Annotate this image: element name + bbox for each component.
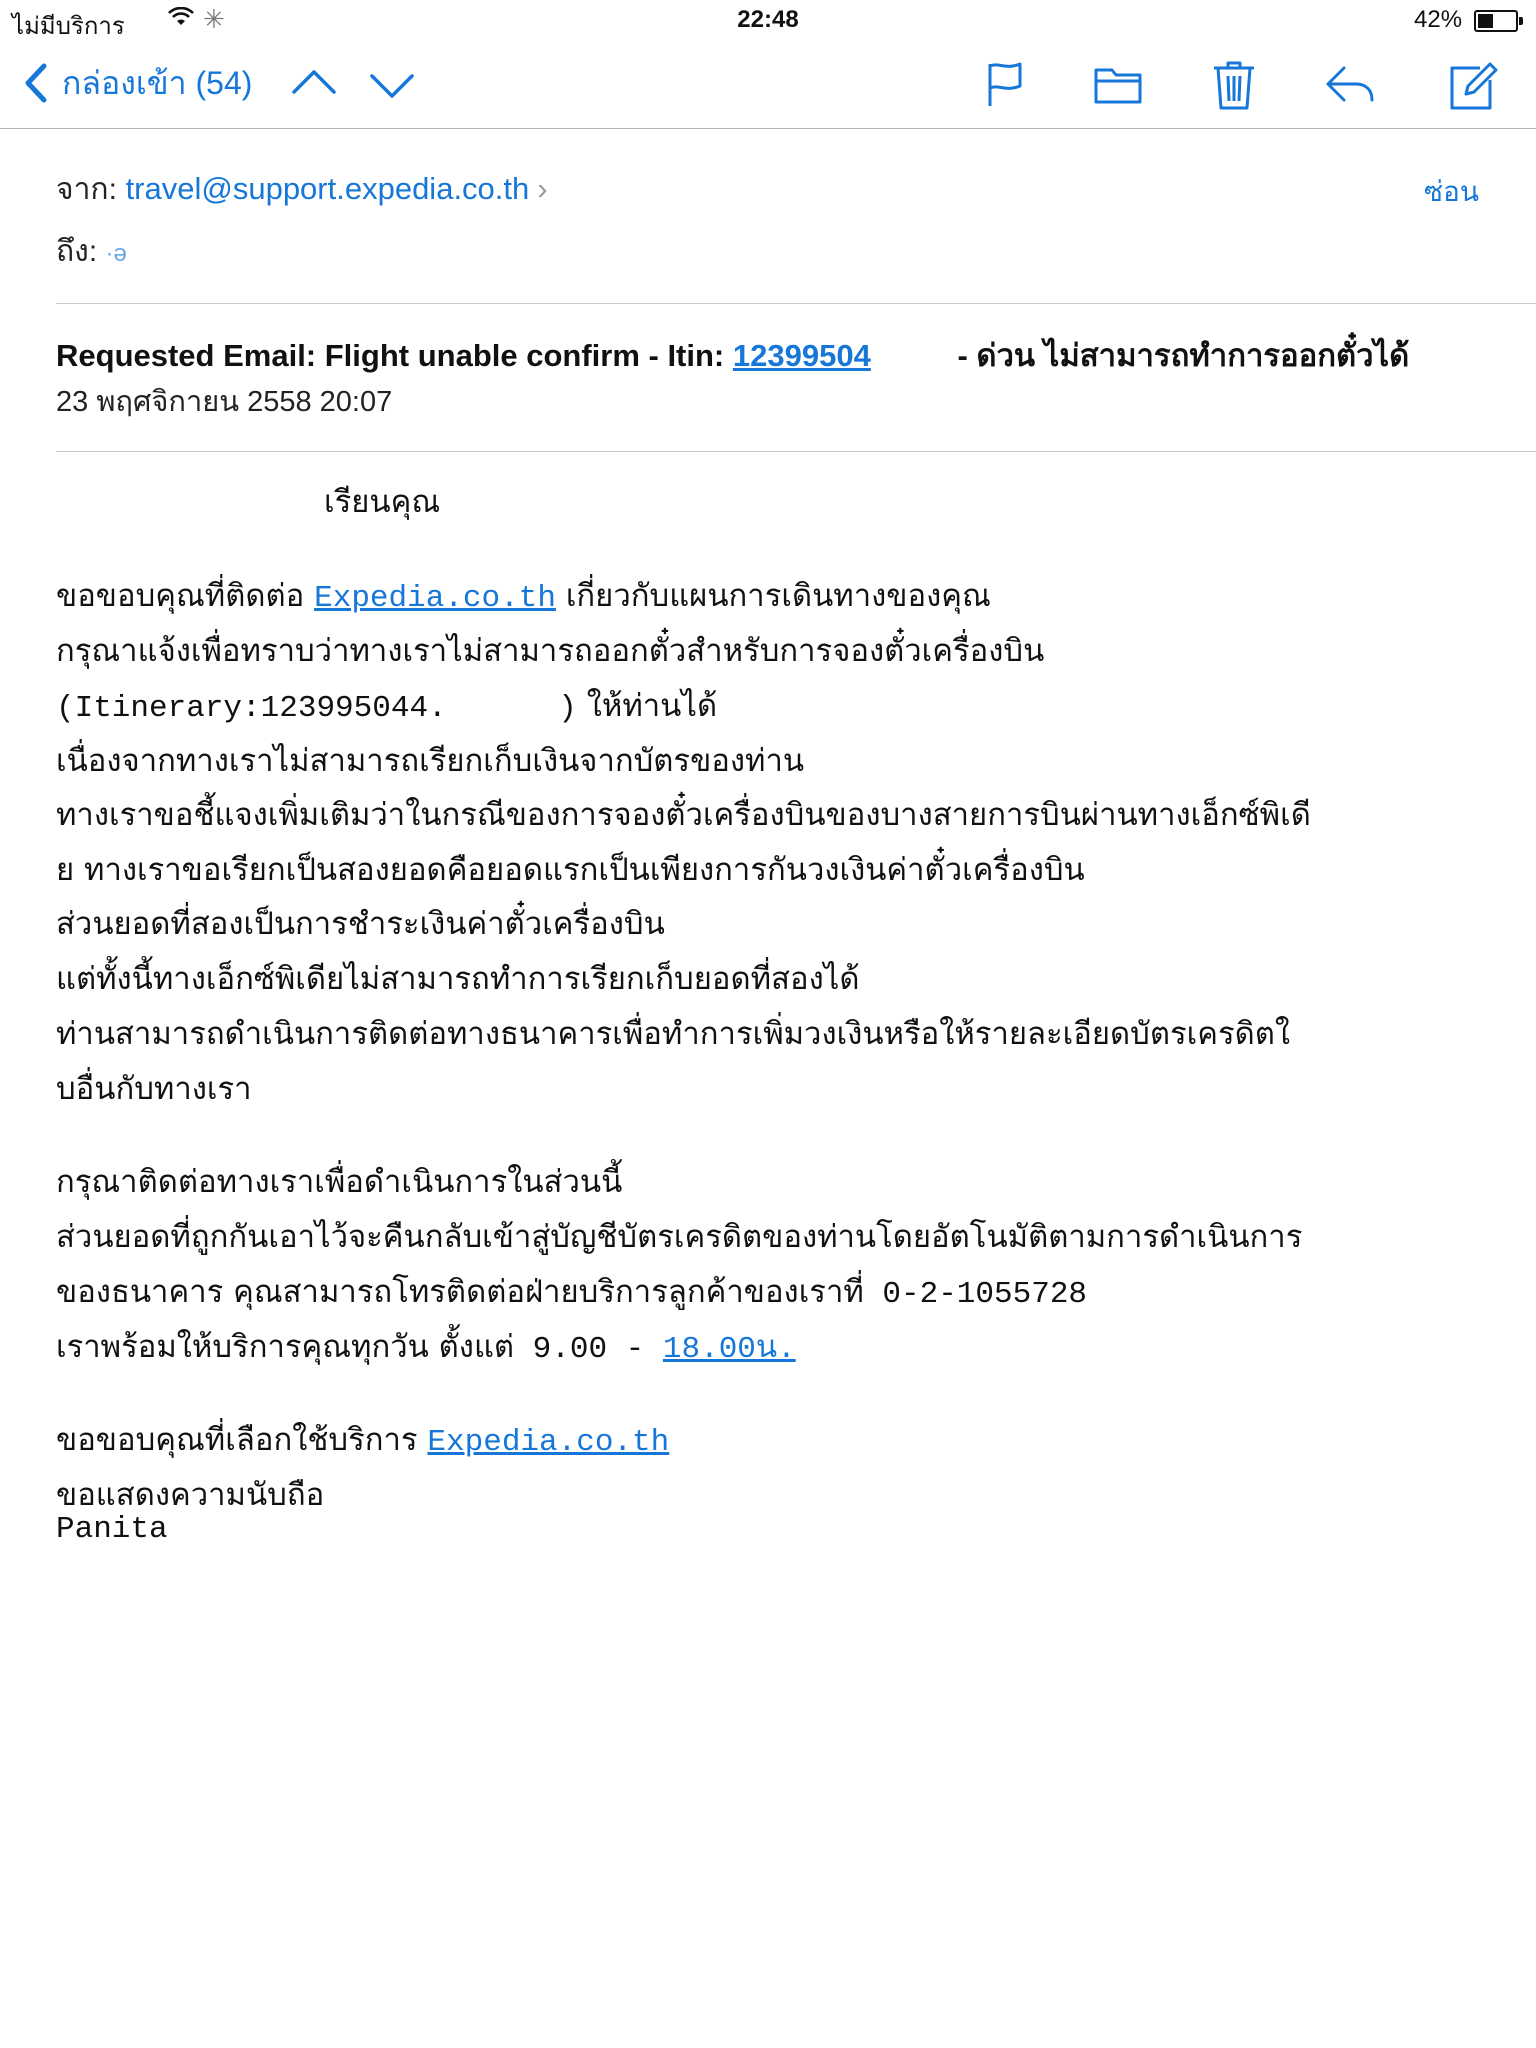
body-line: ทางเราขอชี้แจงเพิ่มเติมว่าในกรณีของการจองตั๋วเครื่องบินของบางสายการบินผ่านทางเอ็กซ์พิเดี [56, 797, 1311, 833]
compose-icon[interactable] [1442, 54, 1502, 114]
carrier-status: ไม่มีบริการ [12, 13, 125, 40]
subject-suffix: - ด่วน ไม่สามารถทำการออกตั๋วได้ [957, 338, 1410, 373]
chevron-left-icon [22, 60, 50, 106]
divider [56, 303, 1536, 304]
reply-icon[interactable] [1320, 54, 1380, 114]
battery-percentage: 42% [1414, 6, 1463, 33]
chevron-up-icon[interactable] [284, 54, 344, 114]
body-line: ของธนาคาร คุณสามารถโทรติดต่อฝ่ายบริการลูกค้าของเราที่ 0-2-1055728 [56, 1274, 1088, 1312]
phone-number[interactable]: 0-2-1055728 [863, 1277, 1088, 1312]
body-line: เราพร้อมให้บริการคุณทุกวัน ตั้งแต่ 9.00 - 18.00น. [56, 1329, 796, 1367]
greeting: เรียนคุณ [324, 484, 441, 520]
to-address[interactable]: ·ə [105, 240, 127, 267]
hide-details-button[interactable]: ซ่อน [1424, 176, 1479, 207]
body-line: กรุณาติดต่อทางเราเพื่อดำเนินการในส่วนนี้ [56, 1164, 623, 1200]
body-line: ขอขอบคุณที่ติดต่อ Expedia.co.th เกี่ยวกับแผนการเดินทางของคุณ [56, 578, 991, 616]
battery-fill [1478, 14, 1493, 28]
from-row [56, 166, 548, 213]
email-date: 23 พฤศจิกายน 2558 20:07 [56, 386, 393, 418]
activity-spinner-icon: ✳ [203, 4, 225, 34]
chevron-right-icon: › [537, 171, 548, 206]
body-line: แต่ทั้งนี้ทางเอ็กซ์พิเดียไม่สามารถทำการเรียกเก็บยอดที่สองได้ [56, 961, 860, 997]
body-line: เนื่องจากทางเราไม่สามารถเรียกเก็บเงินจากบัตรของท่าน [56, 743, 805, 779]
to-row [56, 228, 127, 275]
body-line: บอื่นกับทางเรา [56, 1071, 252, 1107]
battery-icon [1474, 10, 1518, 32]
back-label: กล่องเข้า (54) [62, 64, 253, 101]
body-line: ย ทางเราขอเรียกเป็นสองยอดคือยอดแรกเป็นเพียงการกันวงเงินค่าตั๋วเครื่องบิน [56, 852, 1085, 888]
divider [56, 451, 1536, 452]
trash-icon[interactable] [1204, 54, 1264, 114]
email-subject [56, 330, 1496, 380]
body-line: ส่วนยอดที่ถูกกันเอาไว้จะคืนกลับเข้าสู่บัญชีบัตรเครดิตของท่านโดยอัตโนมัติตามการดำเนินการ [56, 1219, 1303, 1255]
expedia-link[interactable]: Expedia.co.th [314, 581, 556, 616]
back-to-inbox-button[interactable] [22, 60, 252, 106]
subject-prefix: Requested Email: Flight unable confirm - Itin: [56, 338, 725, 373]
body-line: ขอขอบคุณที่เลือกใช้บริการ Expedia.co.th [56, 1422, 670, 1460]
body-line: ส่วนยอดที่สองเป็นการชำระเงินค่าตั๋วเครื่องบิน [56, 906, 665, 942]
signature-name: Panita [56, 1512, 168, 1547]
body-line: ขอแสดงความนับถือ [56, 1477, 325, 1513]
clock: 22:48 [737, 6, 799, 33]
itinerary-code: (Itinerary:123995044. ) [56, 691, 577, 726]
hours-link[interactable]: 18.00น. [662, 1332, 796, 1367]
chevron-down-icon[interactable] [362, 54, 422, 114]
to-label: ถึง: [56, 235, 98, 268]
itinerary-link[interactable]: 12399504 [732, 338, 871, 373]
body-line: ท่านสามารถดำเนินการติดต่อทางธนาคารเพื่อทำการเพิ่มวงเงินหรือให้รายละเอียดบัตรเครดิตใ [56, 1016, 1291, 1052]
flag-icon[interactable] [976, 54, 1036, 114]
status-bar [0, 0, 1536, 40]
mail-toolbar [0, 40, 1536, 129]
folder-icon[interactable] [1088, 54, 1148, 114]
expedia-link[interactable]: Expedia.co.th [427, 1425, 670, 1460]
from-label: จาก: [56, 173, 117, 206]
body-line: กรุณาแจ้งเพื่อทราบว่าทางเราไม่สามารถออกตั๋วสำหรับการจองตั๋วเครื่องบิน [56, 633, 1045, 669]
body-line: (Itinerary:123995044. ) ให้ท่านได้ [56, 688, 718, 726]
from-address[interactable]: travel@support.expedia.co.th [125, 171, 530, 206]
